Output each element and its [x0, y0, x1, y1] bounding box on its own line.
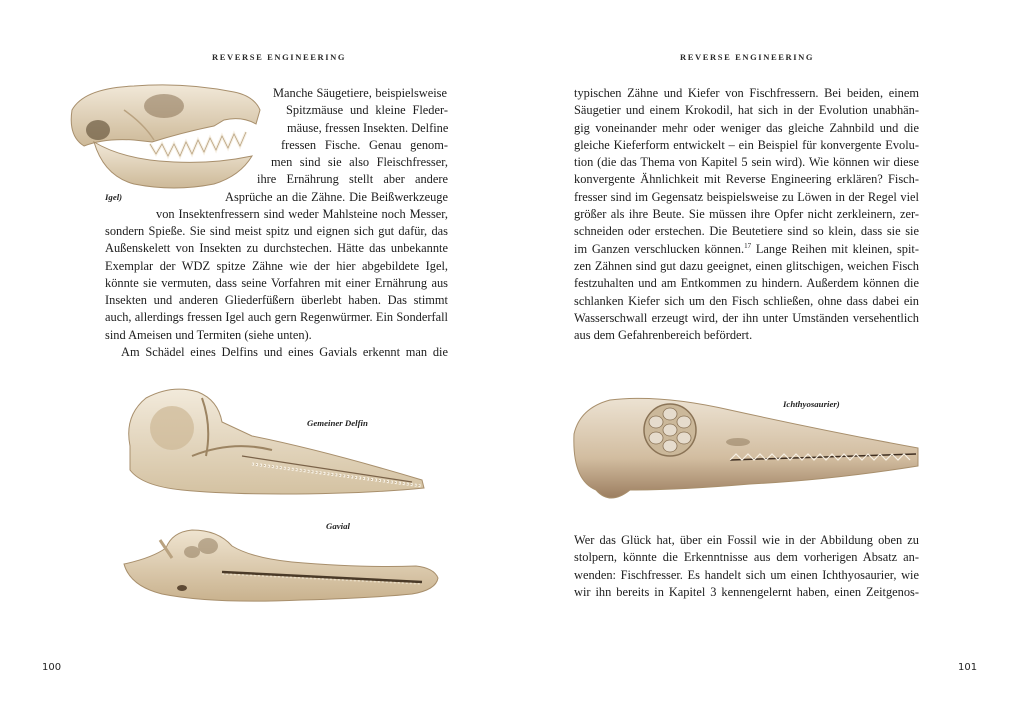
text-line: fresser sind im Gegensatz beispielsweise zu Löwen in der Regel viel: [574, 189, 919, 204]
text-line: wir ihn bereits in Kapitel 3 kennengelernt haben, einen Zeitgenos-: [574, 584, 919, 599]
text-line: größer als ihre Beute. Sie müssen ihre Opfer nicht zerkleinern, zer-: [574, 207, 919, 222]
dolphin-skull-figure: [122, 386, 430, 500]
body-text-left: [105, 223, 448, 361]
text-line: Am Schädel eines Delfins und eines Gavials erkennt man die: [121, 345, 448, 360]
text-line: wenden: Fischfresser. Es handelt sich um einen Ichthyosaurier, wie: [574, 567, 919, 582]
text-line: ihre Ernährung stellt aber andere: [257, 172, 448, 187]
text-line: fressen Fische. Genau genom-: [281, 137, 448, 152]
page-number-right: 101: [958, 662, 978, 673]
text-line: men sind sie also Fleischfresser,: [271, 155, 448, 170]
body-text-right-para2: [574, 532, 919, 601]
text-line: schneiden oder erstechen. Die Beutetiere sind so klein, dass sie sie: [574, 224, 919, 239]
page-number-left: 100: [42, 662, 62, 673]
body-text-right-para1: [574, 85, 919, 344]
gavial-skull-icon: [122, 528, 440, 608]
dolphin-skull-icon: [122, 386, 430, 500]
running-head-right: REVERSE ENGINEERING: [680, 52, 815, 62]
text-line: zen Zähnen sind gut dazu geeignet, einen glitschigen, weichen Fisch: [574, 258, 919, 273]
hedgehog-caption: Igel): [105, 192, 123, 202]
text-line: Manche Säugetiere, beispielsweise: [273, 86, 447, 100]
text-line: Exemplar der WDZ spitze Zähne wie der hier abgebildete Igel,: [105, 258, 448, 273]
text-line: auch, allerdings fressen Igel auch gern Regenwürmer. Ein Sonderfall: [105, 310, 448, 325]
text-line: sind Ameisen und Termiten (siehe unten).: [105, 327, 312, 342]
body-text-left-wrap: [0, 85, 510, 223]
gavial-skull-figure: [122, 528, 440, 608]
dolphin-caption: Gemeiner Delfin: [307, 418, 368, 428]
ichthyosaur-skull-icon: [570, 394, 920, 506]
text-line: sondern Spieße. Sie sind meist spitz und eignen sich gut dafür, das: [105, 224, 448, 238]
text-line: typischen Zähne und Kiefer von Fischfressern. Bei beiden, einem: [574, 86, 919, 100]
right-page: [510, 0, 1020, 720]
text-line: Säugetier und einem Krokodil, hat sich in der Evolution unabhän-: [574, 103, 919, 118]
gavial-caption: Gavial: [326, 521, 350, 531]
text-line-with-footnote: [574, 241, 919, 258]
text-line: schlanken Kiefer sich um den Fisch schließen, ohne dass dabei ein: [574, 293, 919, 308]
text-fragment: im Ganzen verschlucken können.: [574, 241, 745, 256]
text-line: könnte sie vermuten, dass seine Vorfahren mit einer Ernährung aus: [105, 275, 448, 290]
text-line: aus dem Gefahrenbereich befördert.: [574, 328, 753, 343]
text-line: Außenskelett von Insekten zu durchstechen. Hätte das unbekannte: [105, 241, 448, 256]
text-line: Insekten und anderen Gliederfüßern überlebt haben. Das stimmt: [105, 293, 448, 308]
text-line: Asprüche an die Zähne. Die Beißwerkzeuge: [225, 189, 448, 204]
text-line: festzuhalten und am Entkommen zu hindern. Außerdem können die: [574, 276, 919, 291]
running-head-left: REVERSE ENGINEERING: [212, 52, 347, 62]
text-line: Wasserschwall erzeugt wird, der ihn unter Umständen versehentlich: [574, 310, 919, 325]
text-line: stolpern, könnte die Erkenntnisse aus dem vorherigen Absatz an-: [574, 550, 919, 565]
text-line: mäuse, fressen Insekten. Delfine: [287, 120, 449, 135]
text-line: gleiche Kieferform entwickelt – ein Beispiel für konvergente Evolu-: [574, 137, 919, 152]
text-line: Wer das Glück hat, über ein Fossil wie in der Abbildung oben zu: [574, 533, 919, 547]
text-line: von Insektenfressern sind weder Mahlsteine noch Messer,: [156, 207, 448, 222]
text-fragment: Lange Reihen mit kleinen, spit-: [751, 241, 919, 256]
text-line: konvergente Ähnlichkeit mit Reverse Engineering erklären? Fisch-: [574, 172, 919, 187]
footnote-reference[interactable]: 17: [744, 241, 752, 250]
text-line: Spitzmäuse und kleine Fleder-: [286, 103, 448, 118]
ichthyosaur-skull-figure: [570, 394, 920, 506]
text-line: gig voneinander mehr oder weniger das gleiche Zahnbild und die: [574, 120, 919, 135]
text-line: tion (die das Thema von Kapitel 5 sein wird). Wie können wir diese: [574, 155, 919, 170]
ichthyosaur-caption: Ichthyosaurier): [783, 399, 840, 409]
